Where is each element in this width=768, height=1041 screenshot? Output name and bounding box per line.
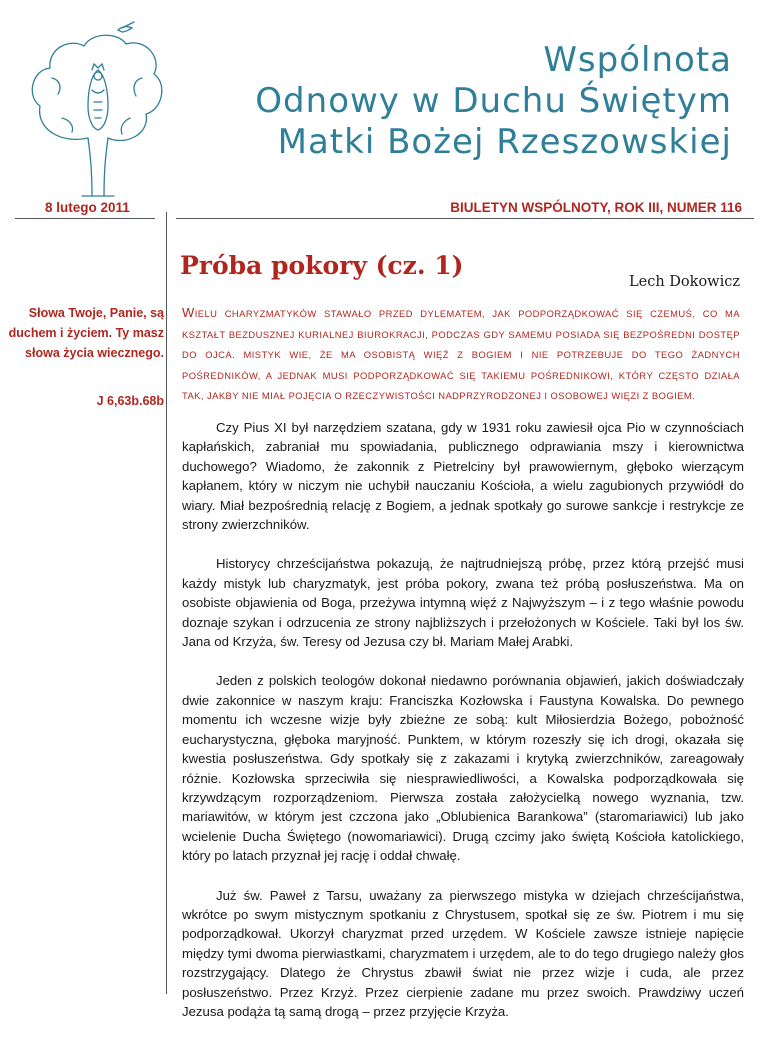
issue-info: BIULETYN WSPÓLNOTY, ROK III, NUMER 116	[450, 200, 742, 215]
article-body	[182, 418, 744, 1041]
brand-line-2: Odnowy w Duchu Świętym	[255, 81, 732, 121]
sidebar-quote: Słowa Twoje, Panie, są duchem i życiem. Ty masz słowa życia wiecznego.	[8, 306, 164, 360]
brand-line-1: Wspólnota	[543, 40, 732, 80]
article-paragraph: Jeden z polskich teologów dokonał niedawno porównania objawień, jakich doświadczały dwie zakonnice w naszym kraju: Franciszka Kozłowska i Faustyna Kowalska. Do pewnego momentu ich wczesne wizje były zbieżne ze sobą: kult Miłosierdzia Bożego, pobożność eucharystyczna, głęboka maryjność. Punktem, w którym rozeszły się ich drogi, okazała się kwestia posłuszeństwa. Gdy spotkały się z zakazami i krytyką zwierzchników, zareagowały różnie. Kozłowska sprzeciwiła się niesprawiedliwości, a Kowalska podporządkowała się krzywdzącym rozporządzeniom. Pierwsza została założycielką nowego wyznania, tzw. mariawitów, w którym jest czczona jako „Oblubienica Barankowa” (staromariawici) lub jako wcielenie Ducha Świętego (nowomariawici). Drugą czcimy jako świętą Kościoła katolickiego, który po latach przyznał jej rację i oddał chwałę.	[182, 673, 744, 864]
sidebar-quote-reference: J 6,63b.68b	[96, 394, 164, 408]
brand-line-3: Matki Bożej Rzeszowskiej	[277, 122, 732, 162]
article-lead: WIELU CHARYZMATYKÓW STAWAŁO PRZED DYLEMATEM, JAK PODPORZĄDKOWAĆ SIĘ CZEMUŚ, CO MA KSZTAŁT BEZDUSZNEJ KURIALNEJ BIUROKRACJI, PODCZAS GDY SAMEMU POSIADA SIĘ BEZPOŚREDNI DOSTĘP DO OJCA. MISTYK WIE, ŻE MA OSOBISTĄ WIĘŹ Z BOGIEM I NIE POTRZEBUJE DO TEGO ŻADNYCH POŚREDNIKÓW, A JEDNAK MUSI PODPORZĄDKOWAĆ SIĘ TAKIEMU POŚREDNIKOWI, KTÓRY CZĘSTO DZIAŁA TAK, JAKBY NIE MIAŁ POJĘCIA O RZECZYWISTOŚCI NADPRZYRODZONEJ I OSOBOWEJ WIĘZI Z BOGIEM.	[182, 305, 740, 401]
article-author: Lech Dokowicz	[629, 274, 740, 290]
column-divider	[166, 212, 167, 994]
article-paragraph: Już św. Paweł z Tarsu, uważany za pierwszego mistyka w dziejach chrześcijaństwa, wkrótce po swym mistycznym spotkaniu z Chrystusem, spotkał się ze św. Piotrem i mu się podporządkował. Ukorzył charyzmat przed urzędem. W Kościele zawsze istnieje napięcie między tymi dwoma pierwiastkami, charyzmatem i urzędem, ale to do tego drugiego należy głos rozstrzygający. Dlatego że Chrystus zbawił świat nie przez wizje i cuda, ale przez posłuszeństwo. Przez Krzyż. Przez cierpienie zadane mu przez swoich. Prawdziwy uczeń Jezusa podąża tą samą drogą – przez przyjęcie Krzyża.	[182, 887, 744, 1019]
tree-madonna-logo-icon	[22, 18, 172, 198]
publication-title	[255, 40, 732, 163]
divider-left	[15, 218, 155, 219]
issue-date: 8 lutego 2011	[45, 200, 130, 215]
article-paragraph: Czy Pius XI był narzędziem szatana, gdy w 1931 roku zawiesił ojca Pio w czynnościach kapłańskich, zabraniał mu spowiadania, publicznego odprawiania mszy i kierownictwa duchowego? Wiadomo, że zakonnik z Pietrelciny był prawowiernym, głęboko wierzącym kapłanem, który w niczym nie uchybił nauczaniu Kościoła, a wielu zagubionych przywiódł do wiary. Miał bezpośrednią relację z Bogiem, a jednak spotkały go surowe sankcje i restrykcje ze strony zwierzchników.	[182, 420, 744, 533]
divider-right	[176, 218, 754, 219]
article-paragraph: Historycy chrześcijaństwa pokazują, że najtrudniejszą próbę, przez którą przejść musi każdy mistyk lub charyzmatyk, jest próba pokory, zwana też próbą posłuszeństwa. Ma on osobiste objawienia od Boga, przeżywa intymną więź z Najwyższym – i z tego właśnie powodu doznaje szykan i odrzucenia ze strony najbliższych i przełożonych w Kościele. Taki był los św. Jana od Krzyża, św. Teresy od Jezusa czy bł. Mariam Małej Arabki.	[182, 556, 744, 650]
article-title: Próba pokory (cz. 1)	[180, 250, 464, 280]
